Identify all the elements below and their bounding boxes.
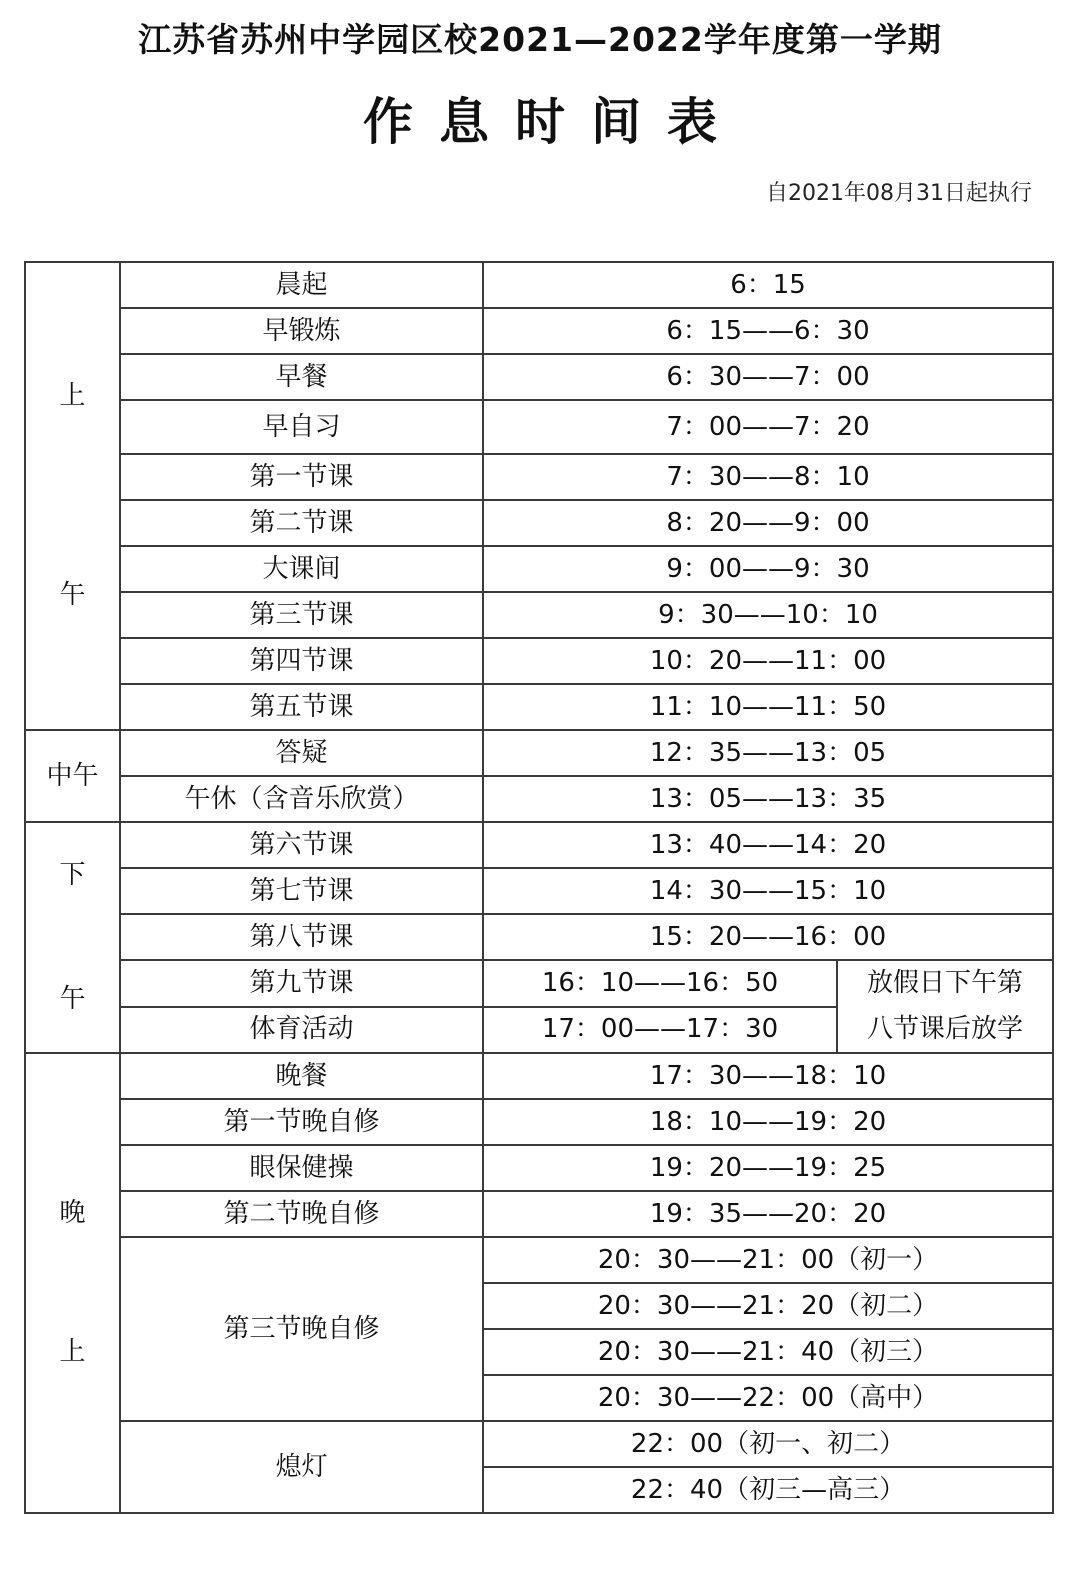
- time-cell: 20：30——21：00（初一）: [483, 1237, 1053, 1283]
- activity-cell: 早锻炼: [120, 308, 483, 354]
- activity-cell: 第二节课: [120, 500, 483, 546]
- time-cell: 9：30——10：10: [483, 592, 1053, 638]
- time-cell: 19：20——19：25: [483, 1145, 1053, 1191]
- table-row: [25, 914, 1053, 960]
- table-row: [25, 308, 1053, 354]
- period-evening: 晚 上: [25, 1053, 120, 1513]
- time-cell: 9：00——9：30: [483, 546, 1053, 592]
- page-title: 江苏省苏州中学园区校2021—2022学年度第一学期: [138, 20, 942, 59]
- time-cell: 10：20——11：00: [483, 638, 1053, 684]
- table-row: [25, 822, 1053, 868]
- effective-date: 自2021年08月31日起执行: [766, 181, 1032, 206]
- activity-cell: 第三节课: [120, 592, 483, 638]
- table-row: [25, 960, 1053, 1007]
- activity-cell: 早自习: [120, 400, 483, 454]
- table-row: [25, 454, 1053, 500]
- time-cell: 17：30——18：10: [483, 1053, 1053, 1099]
- time-cell: 13：05——13：35: [483, 776, 1053, 822]
- activity-cell: 晨起: [120, 262, 483, 308]
- activity-cell: 第九节课: [120, 960, 483, 1007]
- period-morning: 上 午: [25, 262, 120, 730]
- period-noon: 中午: [25, 730, 120, 822]
- time-cell: 7：30——8：10: [483, 454, 1053, 500]
- time-cell: 6：15: [483, 262, 1053, 308]
- table-row: [25, 1237, 1053, 1283]
- table-row: [25, 1099, 1053, 1145]
- time-cell: 22：40（初三—高三）: [483, 1467, 1053, 1513]
- time-cell: 20：30——21：40（初三）: [483, 1329, 1053, 1375]
- time-cell: 20：30——22：00（高中）: [483, 1375, 1053, 1421]
- table-row: [25, 730, 1053, 776]
- activity-cell: 第四节课: [120, 638, 483, 684]
- time-cell: 20：30——21：20（初二）: [483, 1283, 1053, 1329]
- time-cell: 19：35——20：20: [483, 1191, 1053, 1237]
- activity-cell: 熄灯: [120, 1421, 483, 1513]
- activity-cell: 第六节课: [120, 822, 483, 868]
- table-row: [25, 776, 1053, 822]
- activity-cell: 第一节晚自修: [120, 1099, 483, 1145]
- holiday-note: 放假日下午第 八节课后放学: [837, 960, 1053, 1053]
- time-cell: 12：35——13：05: [483, 730, 1053, 776]
- activity-cell: 第二节晚自修: [120, 1191, 483, 1237]
- activity-cell: 第七节课: [120, 868, 483, 914]
- table-row: [25, 868, 1053, 914]
- activity-cell: 晚餐: [120, 1053, 483, 1099]
- activity-cell: 第八节课: [120, 914, 483, 960]
- time-cell: 18：10——19：20: [483, 1099, 1053, 1145]
- table-row: [25, 638, 1053, 684]
- period-afternoon: 下 午: [25, 822, 120, 1053]
- time-cell: 6：30——7：00: [483, 354, 1053, 400]
- activity-cell: 眼保健操: [120, 1145, 483, 1191]
- time-cell: 22：00（初一、初二）: [483, 1421, 1053, 1467]
- table-row: [25, 1053, 1053, 1099]
- activity-cell: 第五节课: [120, 684, 483, 730]
- table-row: [25, 1145, 1053, 1191]
- table-row: [25, 1191, 1053, 1237]
- table-row: [25, 400, 1053, 454]
- table-row: [25, 592, 1053, 638]
- time-cell: 16：10——16：50: [483, 960, 837, 1007]
- schedule-table: [24, 261, 1054, 1514]
- time-cell: 6：15——6：30: [483, 308, 1053, 354]
- activity-cell: 体育活动: [120, 1007, 483, 1054]
- table-row: [25, 500, 1053, 546]
- time-cell: 14：30——15：10: [483, 868, 1053, 914]
- table-row: [25, 546, 1053, 592]
- activity-cell: 答疑: [120, 730, 483, 776]
- table-row: [25, 1421, 1053, 1467]
- activity-cell: 午休（含音乐欣赏）: [120, 776, 483, 822]
- time-cell: 17：00——17：30: [483, 1007, 837, 1054]
- table-row: [25, 262, 1053, 308]
- time-cell: 7：00——7：20: [483, 400, 1053, 454]
- activity-cell: 早餐: [120, 354, 483, 400]
- activity-cell: 第一节课: [120, 454, 483, 500]
- time-cell: 15：20——16：00: [483, 914, 1053, 960]
- table-row: [25, 684, 1053, 730]
- time-cell: 13：40——14：20: [483, 822, 1053, 868]
- page-subtitle: 作息时间表: [363, 93, 743, 151]
- time-cell: 8：20——9：00: [483, 500, 1053, 546]
- activity-cell: 大课间: [120, 546, 483, 592]
- table-row: [25, 354, 1053, 400]
- time-cell: 11：10——11：50: [483, 684, 1053, 730]
- activity-cell: 第三节晚自修: [120, 1237, 483, 1421]
